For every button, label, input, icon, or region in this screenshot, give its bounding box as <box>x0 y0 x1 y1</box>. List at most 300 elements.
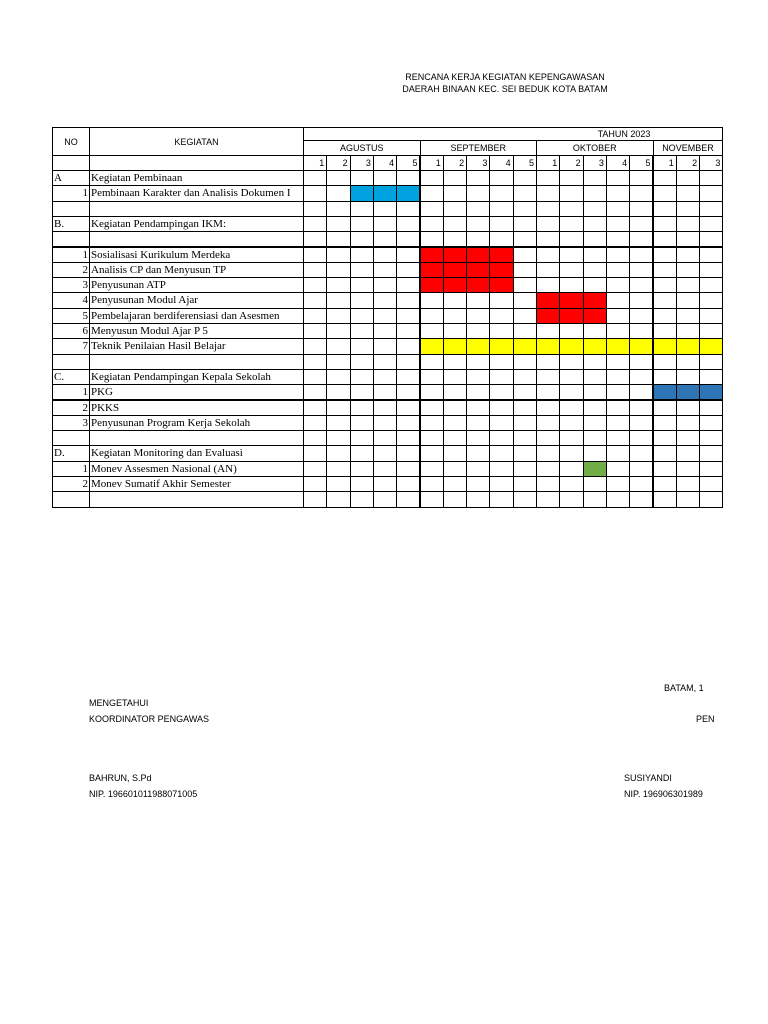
schedule-cell <box>489 369 513 385</box>
schedule-cell <box>489 308 513 324</box>
schedule-cell <box>489 323 513 339</box>
week-number-cell: 1 <box>536 155 560 171</box>
schedule-cell <box>420 323 444 339</box>
schedule-bar-cell <box>489 262 513 278</box>
schedule-cell <box>699 323 723 339</box>
schedule-cell <box>326 491 350 507</box>
schedule-cell <box>326 277 350 293</box>
schedule-cell <box>350 216 374 232</box>
schedule-bar-cell <box>583 461 607 477</box>
schedule-cell <box>606 170 630 186</box>
schedule-cell <box>443 216 467 232</box>
header-kegiatan: KEGIATAN <box>89 127 304 156</box>
schedule-cell <box>373 384 397 400</box>
schedule-cell <box>326 170 350 186</box>
schedule-bar-cell <box>583 338 607 354</box>
schedule-cell <box>653 415 677 431</box>
schedule-cell <box>420 445 444 461</box>
schedule-cell <box>536 400 560 416</box>
schedule-cell <box>303 400 327 416</box>
schedule-cell <box>559 170 583 186</box>
schedule-cell <box>489 430 513 446</box>
schedule-cell <box>559 216 583 232</box>
header-no-blank <box>52 155 90 171</box>
week-number-cell: 1 <box>420 155 444 171</box>
schedule-cell <box>350 231 374 247</box>
week-number-cell: 2 <box>676 155 700 171</box>
schedule-cell <box>653 491 677 507</box>
schedule-cell <box>583 247 607 263</box>
week-number-cell: 3 <box>699 155 723 171</box>
schedule-cell <box>653 231 677 247</box>
row-kegiatan <box>89 354 304 370</box>
header-kegiatan-blank <box>89 155 304 171</box>
row-kegiatan <box>89 201 304 217</box>
schedule-cell <box>513 262 537 278</box>
schedule-cell <box>513 430 537 446</box>
schedule-cell <box>443 369 467 385</box>
schedule-cell <box>443 461 467 477</box>
week-number-cell: 1 <box>653 155 677 171</box>
schedule-cell <box>420 369 444 385</box>
row-kegiatan: Kegiatan Monitoring dan Evaluasi <box>89 445 304 461</box>
row-no: 1 <box>52 384 90 400</box>
schedule-cell <box>559 354 583 370</box>
schedule-cell <box>466 384 490 400</box>
schedule-cell <box>583 384 607 400</box>
schedule-cell <box>350 354 374 370</box>
schedule-cell <box>629 491 653 507</box>
schedule-cell <box>326 201 350 217</box>
schedule-cell <box>629 277 653 293</box>
schedule-cell <box>606 308 630 324</box>
schedule-bar-cell <box>396 185 420 201</box>
row-kegiatan: Menyusun Modul Ajar P 5 <box>89 323 304 339</box>
schedule-cell <box>350 415 374 431</box>
schedule-cell <box>653 262 677 278</box>
schedule-cell <box>396 277 420 293</box>
signer-left-name: BAHRUN, S.Pd <box>89 773 152 783</box>
schedule-cell <box>606 185 630 201</box>
schedule-cell <box>303 247 327 263</box>
schedule-cell <box>606 292 630 308</box>
schedule-cell <box>559 430 583 446</box>
schedule-cell <box>629 170 653 186</box>
schedule-cell <box>443 354 467 370</box>
row-kegiatan: Kegiatan Pendampingan IKM: <box>89 216 304 232</box>
schedule-cell <box>583 185 607 201</box>
row-kegiatan: PKG <box>89 384 304 400</box>
schedule-cell <box>653 369 677 385</box>
row-no <box>52 430 90 446</box>
schedule-cell <box>373 415 397 431</box>
schedule-cell <box>396 247 420 263</box>
schedule-cell <box>606 262 630 278</box>
schedule-cell <box>489 201 513 217</box>
schedule-cell <box>303 461 327 477</box>
schedule-cell <box>676 491 700 507</box>
schedule-cell <box>676 354 700 370</box>
koordinator-label: KOORDINATOR PENGAWAS <box>89 714 210 724</box>
schedule-cell <box>396 430 420 446</box>
schedule-cell <box>489 491 513 507</box>
schedule-cell <box>606 476 630 492</box>
schedule-cell <box>489 170 513 186</box>
row-kegiatan: Kegiatan Pembinaan <box>89 170 304 186</box>
schedule-cell <box>513 201 537 217</box>
schedule-cell <box>629 262 653 278</box>
schedule-cell <box>466 461 490 477</box>
schedule-cell <box>513 384 537 400</box>
schedule-bar-cell <box>350 185 374 201</box>
row-no: C. <box>52 369 90 385</box>
schedule-cell <box>676 262 700 278</box>
schedule-cell <box>606 216 630 232</box>
schedule-cell <box>699 262 723 278</box>
schedule-cell <box>629 369 653 385</box>
schedule-cell <box>699 430 723 446</box>
schedule-cell <box>420 415 444 431</box>
schedule-cell <box>583 323 607 339</box>
schedule-cell <box>326 231 350 247</box>
schedule-cell <box>536 461 560 477</box>
schedule-cell <box>303 216 327 232</box>
schedule-cell <box>396 201 420 217</box>
schedule-cell <box>443 170 467 186</box>
schedule-cell <box>303 292 327 308</box>
schedule-cell <box>559 262 583 278</box>
schedule-cell <box>583 262 607 278</box>
schedule-cell <box>350 384 374 400</box>
schedule-cell <box>396 354 420 370</box>
schedule-cell <box>350 201 374 217</box>
schedule-cell <box>373 262 397 278</box>
schedule-bar-cell <box>536 292 560 308</box>
schedule-cell <box>396 369 420 385</box>
schedule-cell <box>676 231 700 247</box>
schedule-cell <box>513 461 537 477</box>
schedule-bar-cell <box>559 292 583 308</box>
schedule-cell <box>373 231 397 247</box>
schedule-cell <box>699 292 723 308</box>
schedule-cell <box>350 369 374 385</box>
schedule-cell <box>606 247 630 263</box>
schedule-cell <box>699 354 723 370</box>
schedule-cell <box>536 262 560 278</box>
schedule-bar-cell <box>676 338 700 354</box>
schedule-bar-cell <box>653 384 677 400</box>
schedule-cell <box>559 400 583 416</box>
header-month: NOVEMBER <box>653 140 724 156</box>
schedule-cell <box>396 445 420 461</box>
schedule-cell <box>466 491 490 507</box>
week-number-cell: 2 <box>443 155 467 171</box>
row-kegiatan: Penyusunan Modul Ajar <box>89 292 304 308</box>
schedule-cell <box>513 247 537 263</box>
schedule-cell <box>676 308 700 324</box>
schedule-cell <box>653 216 677 232</box>
schedule-cell <box>420 185 444 201</box>
schedule-cell <box>303 369 327 385</box>
schedule-cell <box>606 231 630 247</box>
schedule-cell <box>583 400 607 416</box>
schedule-cell <box>629 445 653 461</box>
schedule-cell <box>350 461 374 477</box>
schedule-cell <box>326 384 350 400</box>
schedule-cell <box>326 308 350 324</box>
document-title: RENCANA KERJA KEGIATAN KEPENGAWASAN <box>405 72 605 82</box>
schedule-cell <box>699 216 723 232</box>
schedule-cell <box>676 216 700 232</box>
schedule-cell <box>303 445 327 461</box>
header-month: AGUSTUS <box>303 140 421 156</box>
schedule-cell <box>350 476 374 492</box>
schedule-cell <box>443 292 467 308</box>
schedule-cell <box>676 461 700 477</box>
schedule-cell <box>676 415 700 431</box>
schedule-cell <box>536 170 560 186</box>
header-year: TAHUN 2023 <box>303 127 723 141</box>
schedule-cell <box>466 185 490 201</box>
schedule-bar-cell <box>676 384 700 400</box>
schedule-cell <box>373 491 397 507</box>
schedule-cell <box>420 231 444 247</box>
row-kegiatan: Pembinaan Karakter dan Analisis Dokumen I <box>89 185 304 201</box>
schedule-cell <box>350 445 374 461</box>
schedule-bar-cell <box>559 338 583 354</box>
schedule-cell <box>373 216 397 232</box>
schedule-cell <box>443 185 467 201</box>
schedule-cell <box>699 247 723 263</box>
schedule-cell <box>583 170 607 186</box>
schedule-cell <box>489 216 513 232</box>
schedule-cell <box>583 216 607 232</box>
schedule-cell <box>466 476 490 492</box>
schedule-cell <box>676 430 700 446</box>
schedule-cell <box>653 476 677 492</box>
schedule-cell <box>443 430 467 446</box>
schedule-cell <box>606 354 630 370</box>
schedule-cell <box>350 430 374 446</box>
schedule-cell <box>489 445 513 461</box>
schedule-cell <box>699 491 723 507</box>
schedule-cell <box>629 216 653 232</box>
schedule-cell <box>420 400 444 416</box>
schedule-cell <box>466 369 490 385</box>
schedule-cell <box>653 308 677 324</box>
schedule-cell <box>489 384 513 400</box>
schedule-bar-cell <box>466 247 490 263</box>
schedule-cell <box>536 415 560 431</box>
schedule-cell <box>466 201 490 217</box>
schedule-cell <box>513 231 537 247</box>
schedule-cell <box>303 491 327 507</box>
schedule-cell <box>396 231 420 247</box>
schedule-cell <box>303 201 327 217</box>
schedule-bar-cell <box>489 338 513 354</box>
schedule-cell <box>699 170 723 186</box>
schedule-cell <box>420 292 444 308</box>
schedule-cell <box>489 461 513 477</box>
schedule-cell <box>536 369 560 385</box>
schedule-bar-cell <box>443 277 467 293</box>
row-no: 5 <box>52 308 90 324</box>
schedule-cell <box>326 400 350 416</box>
schedule-cell <box>373 338 397 354</box>
schedule-cell <box>373 308 397 324</box>
schedule-cell <box>373 369 397 385</box>
schedule-cell <box>513 216 537 232</box>
schedule-cell <box>396 476 420 492</box>
row-kegiatan: Kegiatan Pendampingan Kepala Sekolah <box>89 369 304 385</box>
schedule-cell <box>653 323 677 339</box>
schedule-cell <box>699 415 723 431</box>
row-no <box>52 491 90 507</box>
schedule-cell <box>699 476 723 492</box>
schedule-bar-cell <box>629 338 653 354</box>
schedule-cell <box>653 461 677 477</box>
schedule-cell <box>699 308 723 324</box>
row-no <box>52 354 90 370</box>
row-no: 2 <box>52 400 90 416</box>
schedule-cell <box>606 277 630 293</box>
schedule-cell <box>396 170 420 186</box>
schedule-cell <box>396 323 420 339</box>
row-no: B. <box>52 216 90 232</box>
row-kegiatan <box>89 430 304 446</box>
schedule-cell <box>396 216 420 232</box>
schedule-cell <box>443 323 467 339</box>
schedule-cell <box>629 476 653 492</box>
schedule-cell <box>326 476 350 492</box>
schedule-cell <box>513 185 537 201</box>
schedule-cell <box>466 292 490 308</box>
schedule-cell <box>699 369 723 385</box>
schedule-cell <box>420 201 444 217</box>
schedule-cell <box>676 400 700 416</box>
schedule-bar-cell <box>559 308 583 324</box>
schedule-cell <box>396 400 420 416</box>
row-no: 4 <box>52 292 90 308</box>
schedule-cell <box>559 491 583 507</box>
row-kegiatan <box>89 491 304 507</box>
role-right-label: PEN <box>696 714 715 724</box>
schedule-cell <box>536 430 560 446</box>
schedule-cell <box>350 400 374 416</box>
schedule-cell <box>536 216 560 232</box>
schedule-cell <box>699 400 723 416</box>
row-no: 2 <box>52 476 90 492</box>
schedule-cell <box>326 430 350 446</box>
schedule-cell <box>466 415 490 431</box>
schedule-cell <box>559 461 583 477</box>
schedule-cell <box>420 491 444 507</box>
schedule-cell <box>396 262 420 278</box>
schedule-cell <box>653 400 677 416</box>
schedule-cell <box>536 323 560 339</box>
schedule-bar-cell <box>466 262 490 278</box>
row-no: 6 <box>52 323 90 339</box>
schedule-cell <box>489 400 513 416</box>
schedule-cell <box>326 369 350 385</box>
schedule-cell <box>653 170 677 186</box>
row-kegiatan: Sosialisasi Kurikulum Merdeka <box>89 247 304 263</box>
schedule-cell <box>606 369 630 385</box>
schedule-cell <box>699 231 723 247</box>
schedule-cell <box>513 354 537 370</box>
schedule-cell <box>513 445 537 461</box>
schedule-bar-cell <box>699 338 723 354</box>
schedule-bar-cell <box>653 338 677 354</box>
row-no: 3 <box>52 277 90 293</box>
schedule-cell <box>303 323 327 339</box>
schedule-cell <box>420 430 444 446</box>
schedule-cell <box>489 415 513 431</box>
schedule-cell <box>420 216 444 232</box>
week-number-cell: 3 <box>583 155 607 171</box>
schedule-cell <box>653 201 677 217</box>
schedule-cell <box>466 231 490 247</box>
schedule-cell <box>513 308 537 324</box>
schedule-cell <box>303 231 327 247</box>
schedule-cell <box>396 415 420 431</box>
schedule-cell <box>396 461 420 477</box>
week-number-cell: 4 <box>489 155 513 171</box>
schedule-cell <box>606 201 630 217</box>
schedule-cell <box>303 338 327 354</box>
schedule-cell <box>303 262 327 278</box>
schedule-cell <box>466 400 490 416</box>
schedule-cell <box>606 400 630 416</box>
schedule-cell <box>559 476 583 492</box>
schedule-bar-cell <box>536 308 560 324</box>
schedule-cell <box>373 170 397 186</box>
schedule-cell <box>629 384 653 400</box>
schedule-cell <box>489 292 513 308</box>
schedule-cell <box>513 476 537 492</box>
schedule-cell <box>350 247 374 263</box>
schedule-cell <box>443 384 467 400</box>
schedule-cell <box>350 262 374 278</box>
schedule-cell <box>629 201 653 217</box>
schedule-cell <box>466 170 490 186</box>
schedule-bar-cell <box>420 262 444 278</box>
schedule-cell <box>303 170 327 186</box>
schedule-bar-cell <box>420 338 444 354</box>
schedule-cell <box>559 384 583 400</box>
schedule-cell <box>629 231 653 247</box>
week-number-cell: 5 <box>513 155 537 171</box>
schedule-bar-cell <box>420 247 444 263</box>
schedule-cell <box>489 476 513 492</box>
schedule-cell <box>536 491 560 507</box>
schedule-cell <box>326 247 350 263</box>
schedule-cell <box>373 247 397 263</box>
schedule-cell <box>559 185 583 201</box>
schedule-cell <box>676 247 700 263</box>
schedule-cell <box>699 185 723 201</box>
header-no: NO <box>52 127 90 156</box>
row-kegiatan: Monev Assesmen Nasional (AN) <box>89 461 304 477</box>
schedule-cell <box>699 201 723 217</box>
schedule-cell <box>373 445 397 461</box>
schedule-cell <box>443 445 467 461</box>
schedule-cell <box>420 354 444 370</box>
schedule-cell <box>326 415 350 431</box>
row-kegiatan: Penyusunan ATP <box>89 277 304 293</box>
schedule-cell <box>489 185 513 201</box>
week-number-cell: 5 <box>629 155 653 171</box>
